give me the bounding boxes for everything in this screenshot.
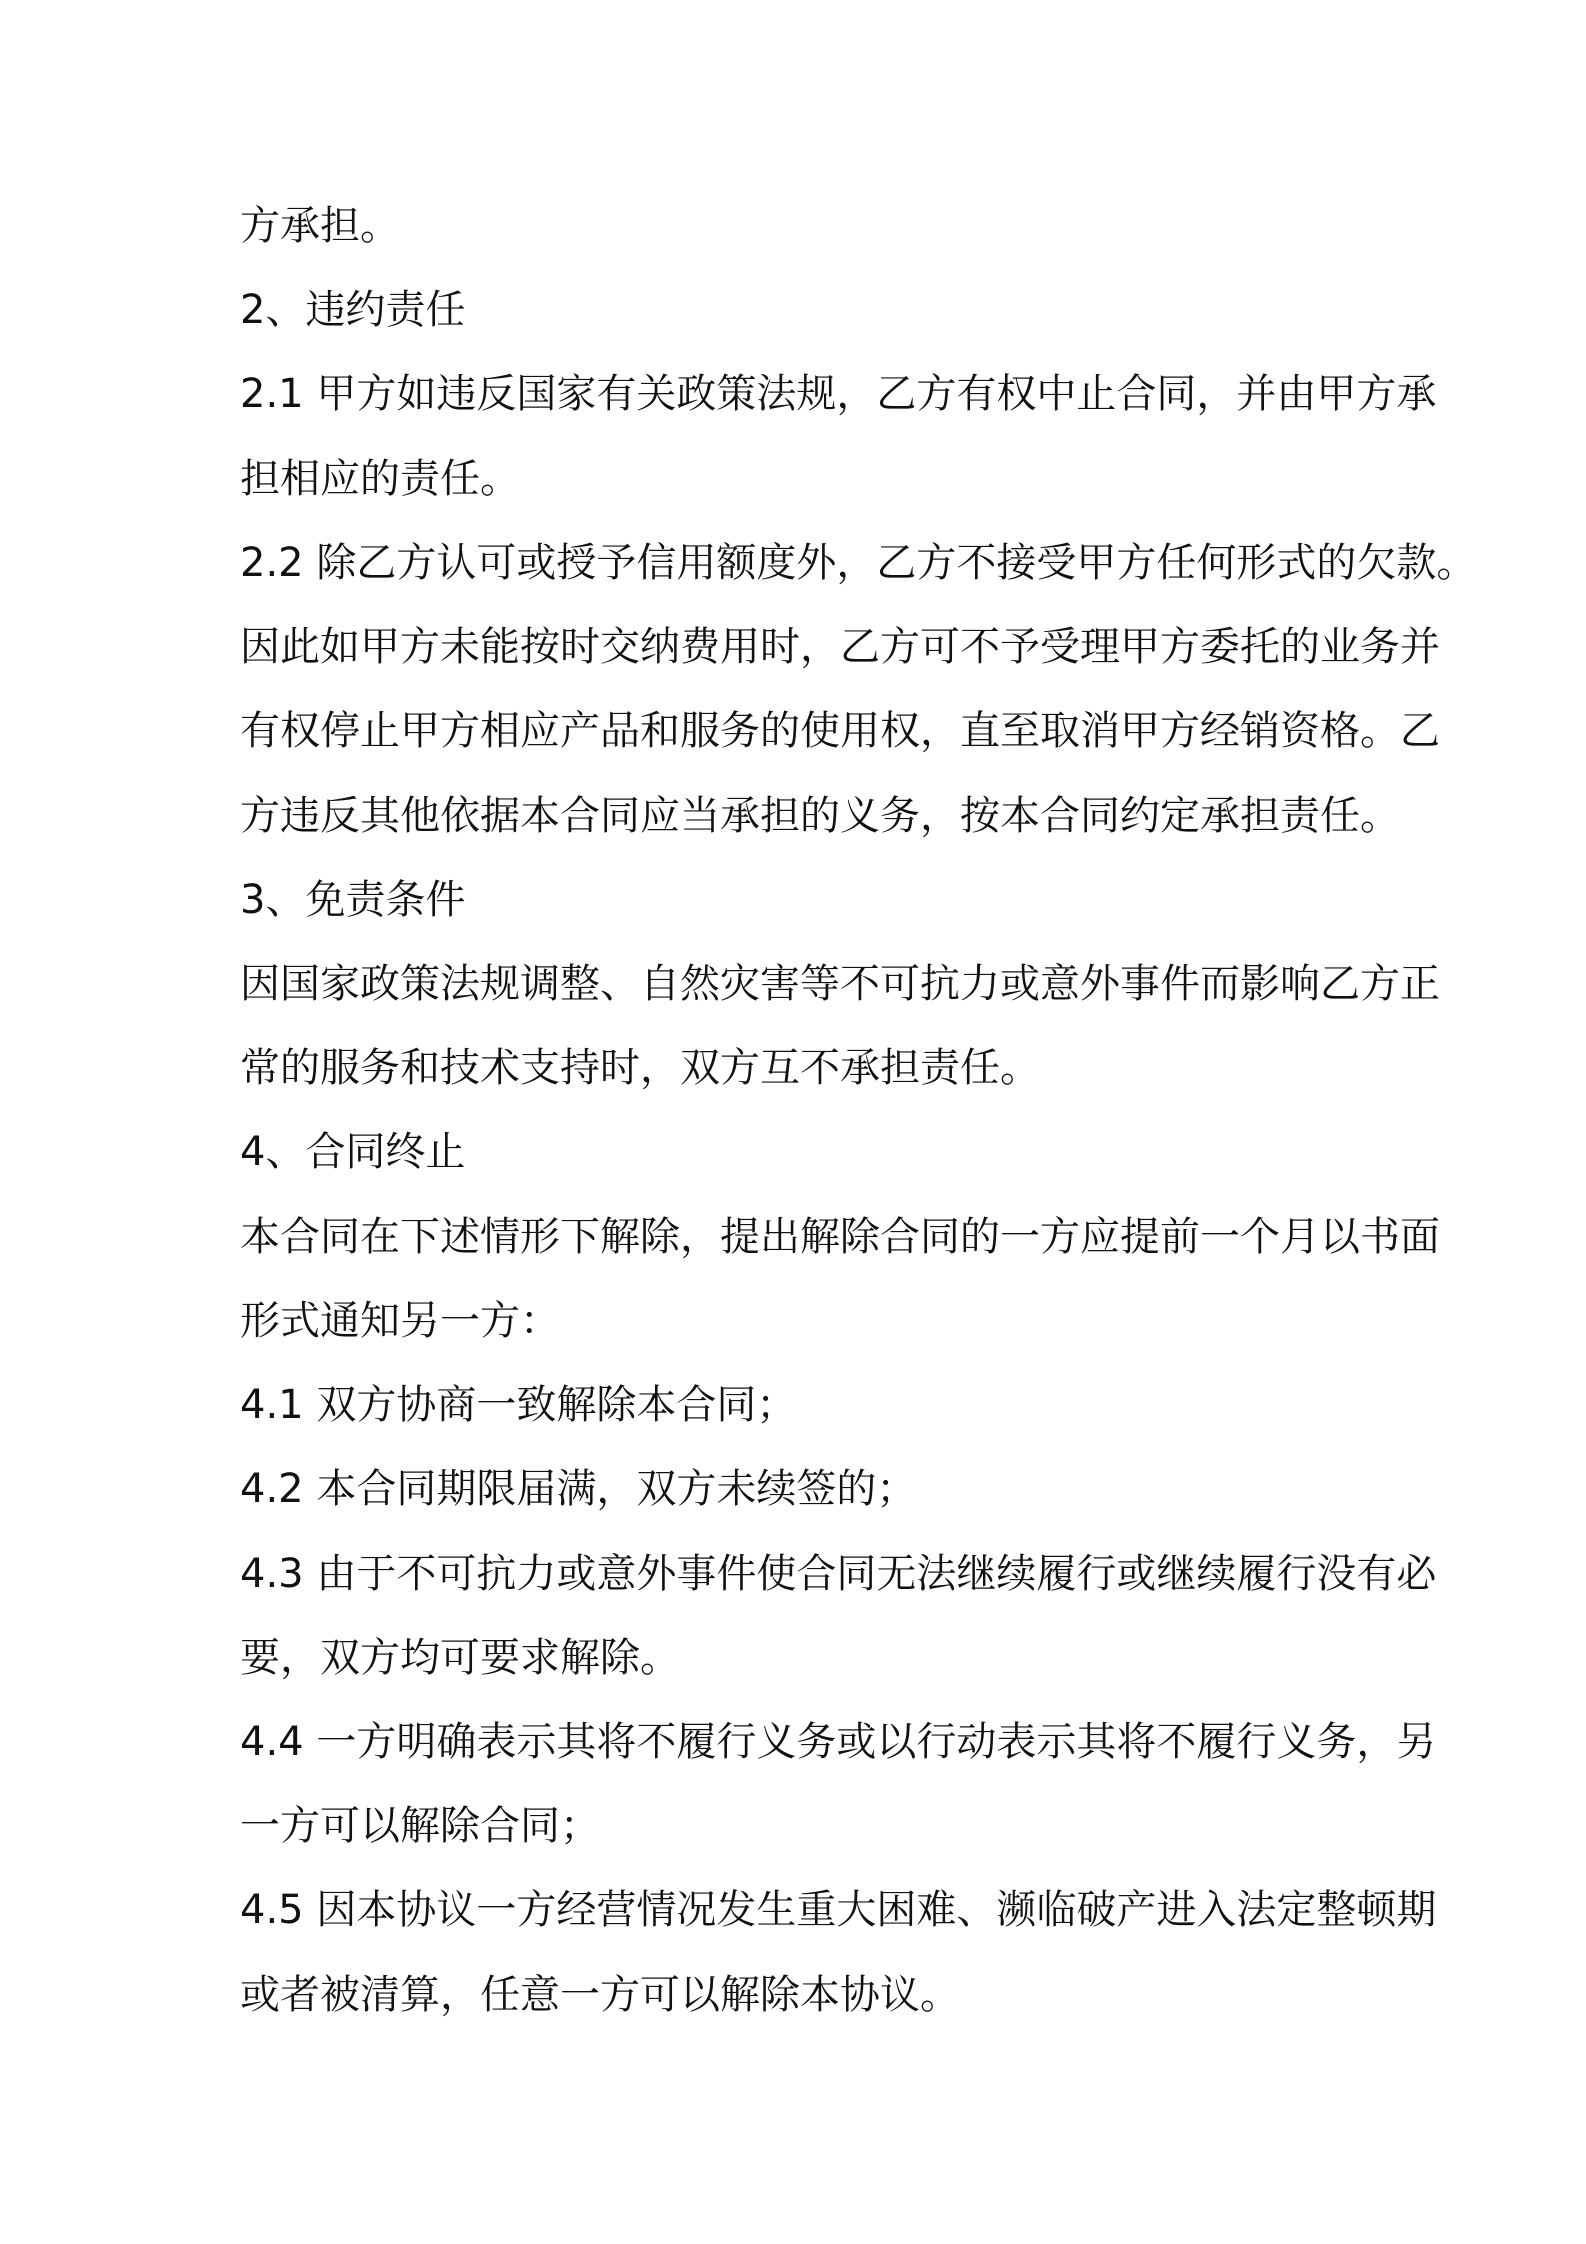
text-line: 2.2 除乙方认可或授予信用额度外，乙方不接受甲方任何形式的欠款。: [240, 540, 1477, 586]
text-line: 因国家政策法规调整、自然灾害等不可抗力或意外事件而影响乙方正: [240, 961, 1440, 1007]
text-line: 2.1 甲方如违反国家有关政策法规，乙方有权中止合同，并由甲方承: [240, 371, 1437, 417]
text-line: 要，双方均可要求解除。: [240, 1635, 680, 1681]
text-line: 一方可以解除合同；: [240, 1803, 600, 1849]
text-line: 4.4 一方明确表示其将不履行义务或以行动表示其将不履行义务，另: [240, 1719, 1437, 1765]
section-heading: 4、合同终止: [240, 1129, 466, 1175]
text-line: 4.3 由于不可抗力或意外事件使合同无法继续履行或继续履行没有必: [240, 1551, 1437, 1597]
text-line: 担相应的责任。: [240, 456, 520, 502]
text-line: 方违反其他依据本合同应当承担的义务，按本合同约定承担责任。: [240, 793, 1400, 839]
text-line: 或者被清算，任意一方可以解除本协议。: [240, 1972, 960, 2018]
text-line: 常的服务和技术支持时，双方互不承担责任。: [240, 1045, 1040, 1091]
text-line: 方承担。: [240, 203, 400, 249]
text-line: 4.2 本合同期限届满，双方未续签的；: [240, 1466, 917, 1512]
text-line: 有权停止甲方相应产品和服务的使用权，直至取消甲方经销资格。乙: [240, 708, 1440, 754]
text-line: 本合同在下述情形下解除，提出解除合同的一方应提前一个月以书面: [240, 1214, 1440, 1260]
section-heading: 3、免责条件: [240, 877, 466, 923]
text-line: 4.1 双方协商一致解除本合同；: [240, 1382, 797, 1428]
text-line: 形式通知另一方：: [240, 1298, 560, 1344]
text-line: 4.5 因本协议一方经营情况发生重大困难、濒临破产进入法定整顿期: [240, 1887, 1437, 1933]
section-heading: 2、违约责任: [240, 287, 466, 333]
text-line: 因此如甲方未能按时交纳费用时，乙方可不予受理甲方委托的业务并: [240, 624, 1440, 670]
